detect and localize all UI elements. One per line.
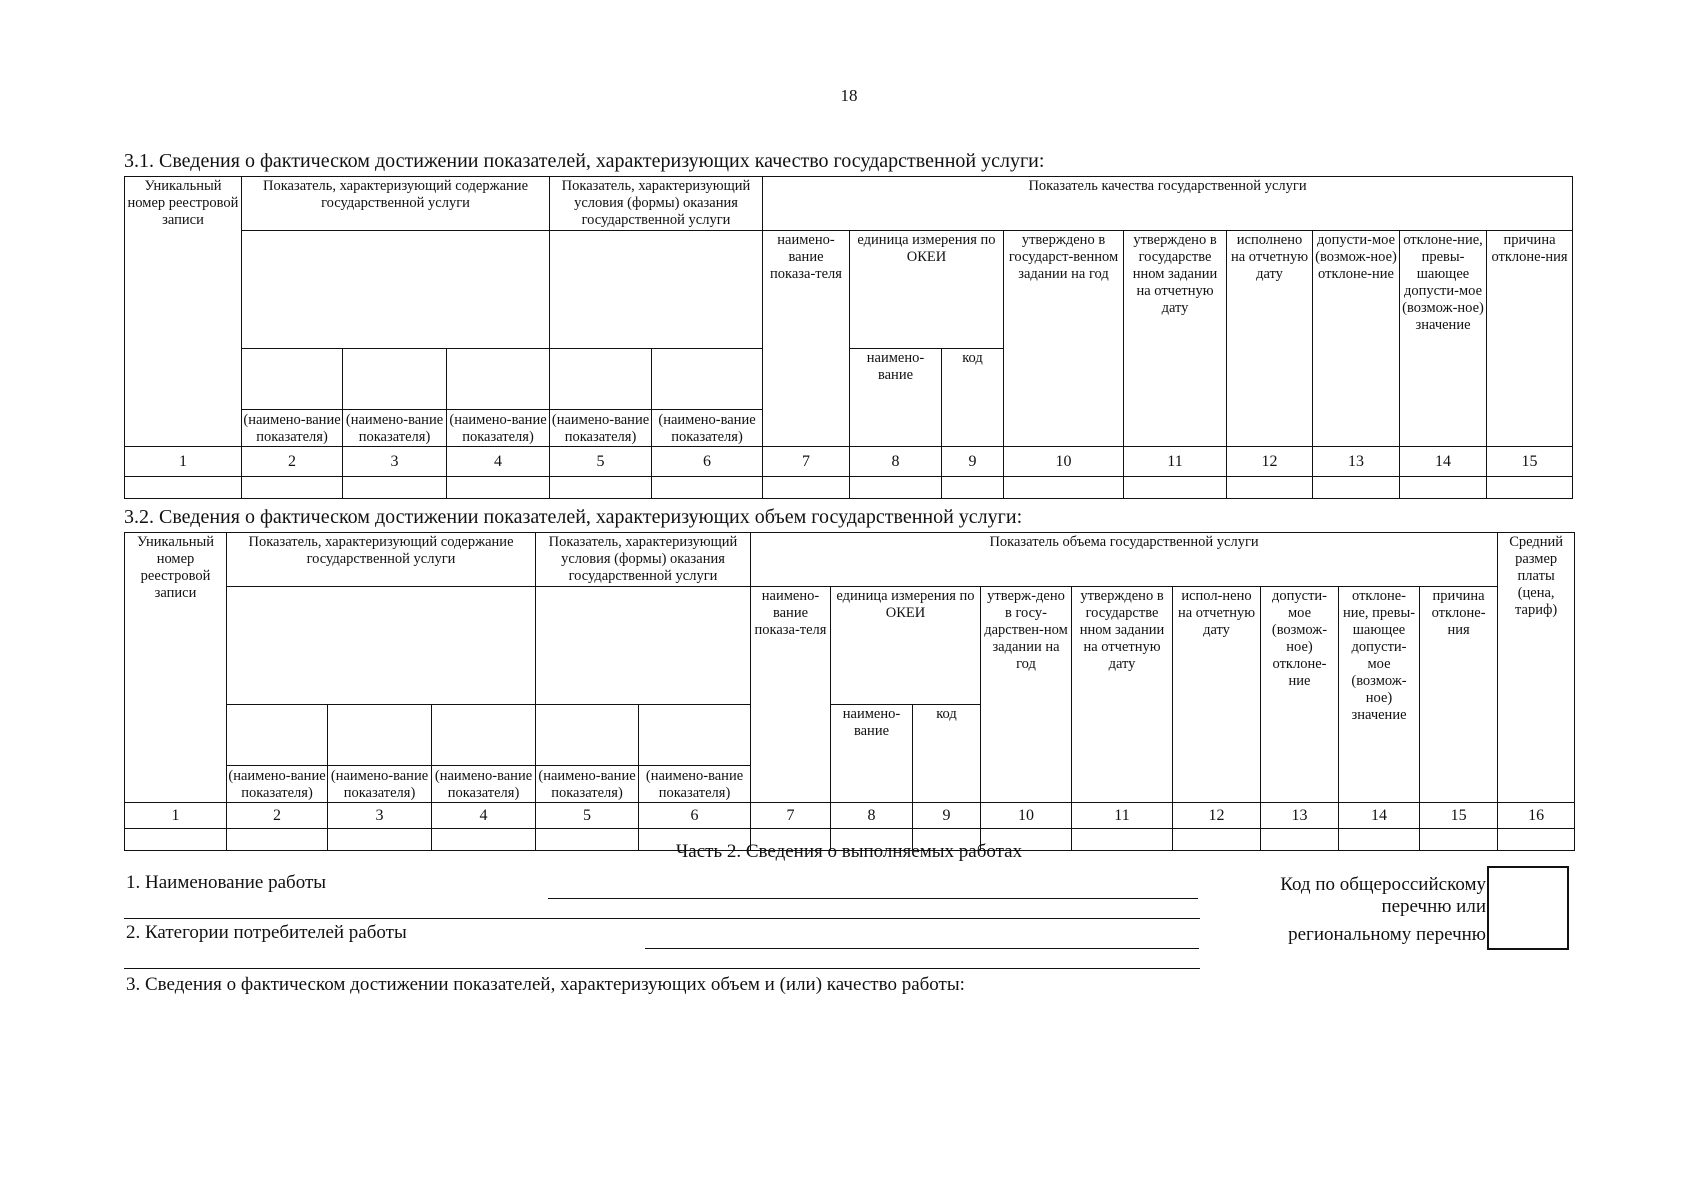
sub-indicator-name: (наимено-вание показателя) (449, 412, 547, 445)
header-quality-group: Показатель качества государственной услуги (763, 177, 1573, 231)
column-number: 2 (242, 447, 343, 477)
code-label-line-2: перечню или (1381, 896, 1486, 917)
header-approved-date: утверждено в государстве нном задании на отчетную дату (1072, 587, 1173, 803)
column-number: 8 (831, 803, 913, 829)
column-number: 8 (850, 447, 942, 477)
column-number: 1 (125, 447, 242, 477)
sub-indicator-name: (наимено-вание показателя) (228, 768, 326, 801)
header-deviation-reason: причина отклоне-ния (1420, 587, 1498, 803)
header-content-indicator: Показатель, характеризующий содержание государственной услуги (227, 533, 536, 587)
column-number: 3 (328, 803, 432, 829)
header-unit-name: наимено-вание (831, 705, 913, 803)
header-unit-code: код (942, 349, 1004, 447)
header-average-fee: Средний размер платы (цена, тариф) (1498, 533, 1575, 803)
column-number: 4 (432, 803, 536, 829)
empty-cell[interactable] (550, 477, 652, 499)
column-number: 9 (942, 447, 1004, 477)
header-indicator-name: наимено-вание показа-теля (763, 231, 850, 447)
empty-cell[interactable] (1487, 477, 1573, 499)
registry-code-box[interactable] (1487, 866, 1569, 950)
sub-indicator-name: (наимено-вание показателя) (645, 768, 744, 801)
part-2-title: Часть 2. Сведения о выполняемых работах (675, 841, 1023, 862)
column-number: 14 (1339, 803, 1420, 829)
consumers-input-line[interactable] (645, 948, 1199, 949)
column-number: 15 (1420, 803, 1498, 829)
column-number: 13 (1261, 803, 1339, 829)
work-name-label: 1. Наименование работы (126, 872, 327, 893)
column-number: 13 (1313, 447, 1400, 477)
column-number: 11 (1124, 447, 1227, 477)
empty-cell[interactable] (652, 477, 763, 499)
header-unique: Уникальный номер реестровой записи (125, 533, 227, 803)
work-name-continuation-line[interactable] (124, 918, 1200, 919)
column-number: 15 (1487, 447, 1573, 477)
column-number: 2 (227, 803, 328, 829)
code-label-line-1: Код по общероссийскому (1280, 874, 1486, 895)
header-deviation-reason: причина отклоне-ния (1487, 231, 1573, 447)
header-allowed-deviation: допусти-мое (возмож-ное) отклоне-ние (1261, 587, 1339, 803)
empty-cell[interactable] (447, 477, 550, 499)
header-conditions-indicator: Показатель, характеризующий условия (формы) оказания государственной услуги (536, 533, 751, 587)
header-unit-okei: единица измерения по ОКЕИ (831, 587, 981, 705)
sub-indicator-name: (наимено-вание показателя) (243, 412, 341, 445)
work-name-input-line[interactable] (548, 898, 1198, 899)
empty-cell[interactable] (242, 477, 343, 499)
header-allowed-deviation: допусти-мое (возмож-ное) отклоне-ние (1313, 231, 1400, 447)
header-conditions-indicator: Показатель, характеризующий условия (формы) оказания государственной услуги (550, 177, 763, 231)
column-number: 10 (1004, 447, 1124, 477)
sub-indicator-name: (наимено-вание показателя) (434, 768, 533, 801)
header-executed: исполнено на отчетную дату (1227, 231, 1313, 447)
header-excess-deviation: отклоне-ние, превы-шающее допусти-мое (возмож-ное) значение (1339, 587, 1420, 803)
sub-indicator-name: (наимено-вание показателя) (538, 768, 636, 801)
header-content-indicator: Показатель, характеризующий содержание государственной услуги (242, 177, 550, 231)
column-number: 6 (639, 803, 751, 829)
page-number: 18 (840, 86, 858, 105)
column-number: 14 (1400, 447, 1487, 477)
column-number: 1 (125, 803, 227, 829)
header-excess-deviation: отклоне-ние, превы-шающее допусти-мое (возмож-ное) значение (1400, 231, 1487, 447)
sub-indicator-name: (наимено-вание показателя) (551, 412, 650, 445)
sub-indicator-name: (наимено-вание показателя) (658, 412, 756, 445)
empty-cell[interactable] (1400, 477, 1487, 499)
section-3-work-title: 3. Сведения о фактическом достижении показателей, характеризующих объем и (или) качество работы: (126, 974, 965, 995)
section-3-1-title: 3.1. Сведения о фактическом достижении показателей, характеризующих качество государственной услуги: (124, 150, 1045, 172)
consumers-continuation-line[interactable] (124, 968, 1200, 969)
column-number: 5 (550, 447, 652, 477)
empty-cell[interactable] (125, 477, 242, 499)
column-number: 5 (536, 803, 639, 829)
column-number: 9 (913, 803, 981, 829)
column-number: 12 (1227, 447, 1313, 477)
header-approved-year: утверж-дено в госу-дарствен-ном задании на год (981, 587, 1072, 803)
column-number: 16 (1498, 803, 1575, 829)
header-unit-okei: единица измерения по ОКЕИ (850, 231, 1004, 349)
consumers-label: 2. Категории потребителей работы (126, 922, 407, 943)
header-unit-name: наимено-вание (850, 349, 942, 447)
section-3-2-title: 3.2. Сведения о фактическом достижении показателей, характеризующих объем государственной услуги: (124, 506, 1023, 528)
column-number: 7 (751, 803, 831, 829)
column-number: 7 (763, 447, 850, 477)
header-unit-code: код (913, 705, 981, 803)
sub-indicator-name: (наимено-вание показателя) (330, 768, 429, 801)
column-number: 11 (1072, 803, 1173, 829)
empty-cell[interactable] (1124, 477, 1227, 499)
table-3-2 (124, 532, 1575, 851)
header-indicator-name: наимено-вание показа-теля (751, 587, 831, 803)
column-number: 10 (981, 803, 1072, 829)
header-unique: Уникальный номер реестровой записи (125, 177, 242, 447)
table-3-1 (124, 176, 1573, 499)
column-number: 4 (447, 447, 550, 477)
header-executed: испол-нено на отчетную дату (1173, 587, 1261, 803)
column-number: 3 (343, 447, 447, 477)
empty-cell[interactable] (1313, 477, 1400, 499)
column-number: 12 (1173, 803, 1261, 829)
sub-indicator-name: (наимено-вание показателя) (345, 412, 444, 445)
empty-cell[interactable] (1004, 477, 1124, 499)
table-row (125, 477, 1573, 499)
column-number: 6 (652, 447, 763, 477)
header-volume-group: Показатель объема государственной услуги (751, 533, 1498, 587)
empty-cell[interactable] (343, 477, 447, 499)
code-label-line-3: региональному перечню (1288, 924, 1486, 945)
empty-cell[interactable] (763, 477, 850, 499)
header-approved-year: утверждено в государст-венном задании на год (1004, 231, 1124, 447)
header-approved-date: утверждено в государстве нном задании на отчетную дату (1124, 231, 1227, 447)
empty-cell[interactable] (850, 477, 942, 499)
empty-cell[interactable] (1227, 477, 1313, 499)
empty-cell[interactable] (942, 477, 1004, 499)
